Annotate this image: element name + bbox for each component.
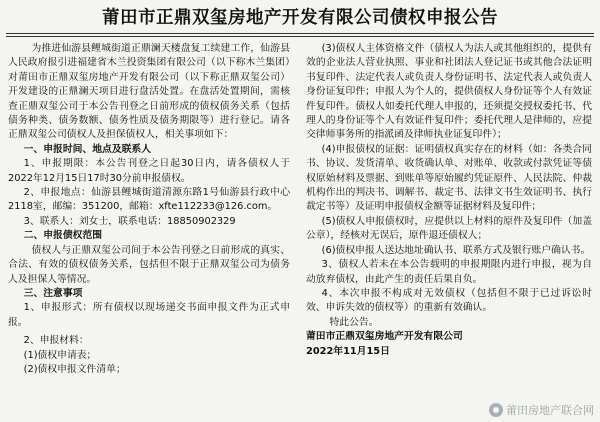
signature-date: 2022年11月15日 [306,345,390,357]
watermark [489,402,594,418]
r-material-4: (4)申报债权的证据：证明债权真实存在的材料（如：各类合同书、协议、发货清单、收货确认单、对账单、收款或付款凭证等债权原始材料及票据、到账单等原始履约凭证原件、人民法院、仲裁机构作出的判决书、调解书、裁定书、法律文书生效证明书、执行裁定书等）及证明申报债权金额等证据材料及复印件； [306,143,592,213]
r-note-3: 3、债权人若未在本公告载明的申报期限内进行申报，视为自动放弃债权，由此产生的责任后果自负。 [306,259,592,285]
r-material-3: (3)债权人主体资格文件（债权人为法人或其他组织的，提供有效的企业法人营业执照、事业和社团法人登记证书或其他合法证明书复印件、法定代表人或负责人身份证明书、法定代表人或负责人身份证复印件；申报人为个人的，提供债权人身份证等个人有效证件复印件。债权人如委托代理人申报的，还须提交授权委托书、代理人的身份证等个人有效证件复印件；委托代理人是律师的，应提交律师事务所的指派函及律师执业证复印件）； [306,43,592,141]
r-note-4: 4、本次申报不构成对无效债权（包括但不限于已过诉讼时效、申诉失效的债权等）的重新有效确认。 [306,287,592,314]
wechat-channel-icon [489,403,503,417]
r-material-6: (6)债权申报人送达地址确认书、联系方式及银行账户确认书。 [321,244,591,256]
section-1-heading: 一、申报时间、地点及联系人 [23,143,152,155]
intro-paragraph: 为推进仙游县鲤城街道正鼎澜天楼盘复工续建工作，仙游县人民政府报引进福建省木兰投资集团有限公司（以下称木兰集团）对莆田市正鼎双玺房地产开发有限公司（以下称正鼎双玺公司）开发建设的正鼎澜天项目进行盘活处置。在盘活处置期间，需核查正鼎双玺公司于本公告刊登之日前形成的债权债务关系（包括债务种类、债务数额、债务性质及债务期限等）进行登记。请各正鼎双玺公司债权人及担保债权人，相关事项如下： [8,43,290,141]
announcement-title: 莆田市正鼎双玺房地产开发有限公司债权申报公告 [102,8,498,28]
section-3-heading: 三、注意事项 [23,287,83,299]
title-rule-top [6,33,594,34]
r-material-5: (5)债权人申报债权时，应提供以上材料的原件及复印件（加盖公章），经核对无误后，原件退还债权人； [306,215,592,242]
s1-location: 2、申报地点：仙游县鲤城街道清源东路1号仙游县行政中心2118室，邮编：351200，邮箱：xfte112233@126.com。 [8,187,290,213]
s3-materials: 2、申报材料： [23,335,89,347]
s1-deadline: 1、申报期限：本公告刊登之日起30日内，请各债权人于2022年12月15日17时30分前申报债权。 [8,158,290,184]
signature-company: 莆田市正鼎双玺房地产开发有限公司 [306,331,463,343]
s3-material-1: (1)债权申请表； [23,349,97,361]
s3-material-2: (2)债权申报文件清单； [23,363,126,375]
s1-contact: 3、联系人：刘女士，联系电话：18850902329 [23,215,236,227]
closing-text: 特此公告。 [329,316,379,328]
section-2-heading: 二、申报债权范围 [23,230,103,242]
s3-form: 1、申报形式：所有债权以现场递交书面申报文件为正式申报。 [8,302,290,328]
right-column [306,42,592,359]
watermark-text: 莆田房地产联合网 [506,404,594,417]
left-column [8,42,290,377]
s2-scope: 债权人与正鼎双玺公司间于本公告刊登之日前形成的真实、合法、有效的债权债务关系，包括但不限于正鼎双玺公司为债务人及担保人等情况。 [8,244,290,285]
title-rule-bottom [6,36,594,37]
